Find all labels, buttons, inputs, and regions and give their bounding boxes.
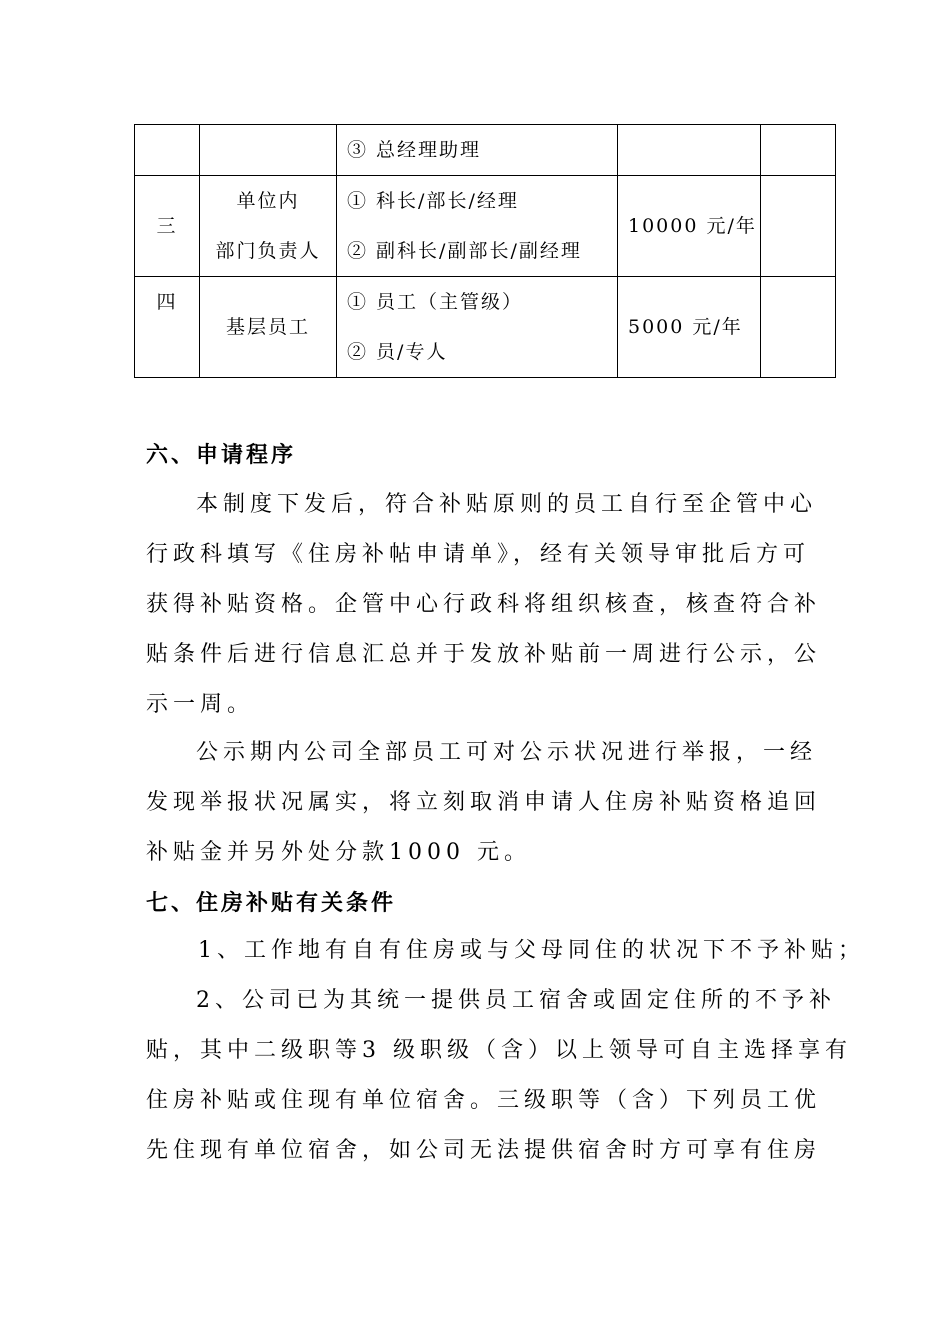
position-line: ② 副科长/副部长/副经理	[347, 240, 582, 262]
text-line: 先住现有单位宿舍，如公司无法提供宿舍时方可享有住房	[146, 1138, 822, 1163]
category-line: 单位内	[236, 190, 300, 212]
category-line: 基层员工	[225, 316, 310, 338]
category-cell	[200, 277, 337, 378]
text-line: 2、公司已为其统一提供员工宿舍或固定住所的不予补	[196, 988, 836, 1013]
section-heading-housing-conditions: 七、住房补贴有关条件	[146, 890, 397, 916]
note-cell	[761, 277, 836, 378]
section-heading-application-procedure: 六、申请程序	[146, 442, 297, 468]
positions-cell	[337, 176, 618, 277]
amount-cell: 10000 元/年	[618, 176, 761, 277]
text-line: 公示期内公司全部员工可对公示状况进行举报，一经	[196, 740, 818, 765]
table-row	[135, 125, 836, 176]
text-line: 本制度下发后，符合补贴原则的员工自行至企管中心	[196, 492, 818, 517]
condition-item-1	[146, 926, 865, 976]
text-line: 行政科填写《住房补帖申请单》，经有关领导审批后方可	[146, 542, 811, 567]
row-number: 四	[135, 277, 200, 378]
text-line: 获得补贴资格。企管中心行政科将组织核查，核查符合补	[146, 592, 822, 617]
text-line: 示一周。	[146, 692, 255, 717]
text-line: 贴条件后进行信息汇总并于发放补贴前一周进行公示，公	[146, 642, 822, 667]
position-line: ③ 总经理助理	[347, 139, 482, 161]
category-line: 部门负责人	[215, 240, 321, 262]
subsidy-table	[134, 124, 836, 378]
table-row	[135, 176, 836, 277]
condition-item-2	[146, 976, 852, 1176]
paragraph-publicity	[146, 728, 822, 878]
text-line: 补贴金并另外处分款1000 元。	[146, 840, 531, 865]
position-line: ① 员工（主管级）	[347, 291, 524, 313]
category-cell	[200, 176, 337, 277]
note-cell	[761, 176, 836, 277]
text-line: 住房补贴或住现有单位宿舍。三级职等（含）下列员工优	[146, 1088, 822, 1113]
position-line: ② 员/专人	[347, 341, 448, 363]
row-number: 三	[135, 176, 200, 277]
text-line: 1、工作地有自有住房或与父母同住的状况下不予补贴；	[198, 938, 865, 963]
note-cell	[761, 125, 836, 176]
table-row	[135, 277, 836, 378]
paragraph-procedure	[146, 480, 822, 730]
positions-cell	[337, 277, 618, 378]
category-cell	[200, 125, 337, 176]
row-number	[135, 125, 200, 176]
position-line: ① 科长/部长/经理	[347, 190, 519, 212]
text-line: 贴，其中二级职等3 级职级（含）以上领导可自主选择享有	[146, 1038, 852, 1063]
amount-cell	[618, 125, 761, 176]
amount-cell: 5000 元/年	[618, 277, 761, 378]
text-line: 发现举报状况属实，将立刻取消申请人住房补贴资格追回	[146, 790, 822, 815]
positions-cell	[337, 125, 618, 176]
